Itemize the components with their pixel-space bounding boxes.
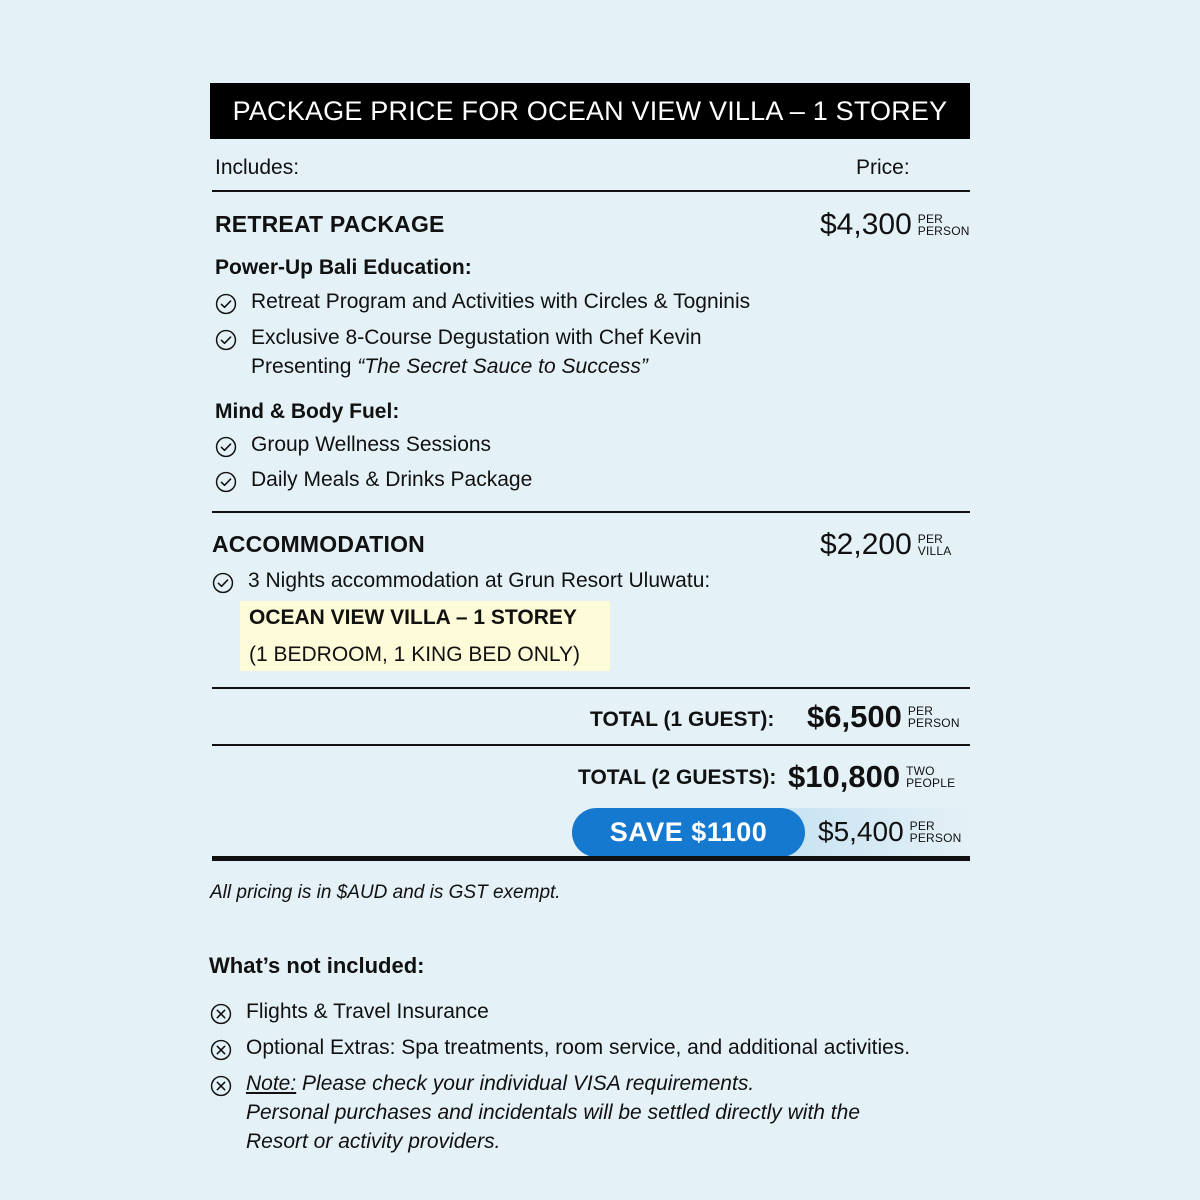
total-2-guests-price (788, 759, 955, 795)
total-2-guests-unit (906, 765, 955, 789)
unit-line: PER (909, 819, 935, 833)
unit-line: PEOPLE (906, 776, 956, 790)
item-line: Presenting (251, 355, 358, 378)
x-circle-icon (210, 1003, 232, 1025)
list-item (215, 291, 750, 316)
x-circle-icon (210, 1039, 232, 1061)
list-item (215, 434, 491, 459)
accommodation-heading: ACCOMMODATION (212, 531, 425, 557)
total-2-guests-value: $10,800 (788, 759, 901, 794)
villa-beds: (1 BEDROOM, 1 KING BED ONLY) (249, 643, 581, 666)
page-title: PACKAGE PRICE FOR OCEAN VIEW VILLA – 1 STOREY (210, 83, 970, 139)
price-header: Price: (856, 156, 910, 179)
list-item (210, 1037, 910, 1062)
unit-line: PER (917, 532, 944, 546)
unit-line: VILLA (917, 544, 952, 558)
check-circle-icon (215, 471, 237, 493)
item-line: Exclusive 8-Course Degustation with Chef Kevin (251, 326, 702, 349)
education-heading: Power-Up Bali Education: (215, 256, 472, 279)
check-circle-icon (215, 436, 237, 458)
x-circle-icon (210, 1075, 232, 1097)
total-1-guest-label: TOTAL (1 GUEST): (590, 708, 775, 731)
divider (212, 190, 970, 192)
list-item (212, 570, 710, 595)
divider (212, 511, 970, 513)
list-item-text: 3 Nights accommodation at Grun Resort Uluwatu: (248, 569, 711, 592)
not-included-heading: What’s not included: (209, 953, 425, 978)
save-price (818, 816, 962, 848)
unit-line: PER (907, 704, 934, 718)
retreat-heading: RETREAT PACKAGE (215, 211, 445, 237)
unit-line: PER (917, 212, 944, 226)
list-item-text: Optional Extras: Spa treatments, room service, and additional activities. (246, 1036, 911, 1059)
retreat-price-unit (918, 213, 970, 237)
save-badge: SAVE $1100 (572, 808, 805, 857)
save-price-unit (910, 820, 962, 844)
total-1-guest-price (807, 699, 960, 735)
list-item-text: Flights & Travel Insurance (246, 1000, 489, 1023)
total-1-guest-unit (908, 705, 960, 729)
visa-note (246, 1069, 860, 1156)
pricing-note: All pricing is in $AUD and is GST exempt. (210, 882, 561, 903)
list-item-text: Retreat Program and Activities with Circles & Togninis (251, 290, 751, 313)
retreat-price-value: $4,300 (820, 208, 912, 241)
total-2-guests-label: TOTAL (2 GUESTS): (578, 766, 777, 789)
note-line: Personal purchases and incidentals will be settled directly with the (246, 1101, 860, 1124)
divider (212, 687, 970, 689)
list-item (215, 469, 532, 494)
divider (212, 856, 970, 861)
list-item-text (251, 323, 702, 381)
divider (212, 744, 970, 746)
list-item (210, 1073, 860, 1156)
retreat-price (820, 208, 970, 242)
note-label: Note: (246, 1072, 297, 1095)
list-item (215, 327, 702, 381)
accommodation-price (820, 528, 951, 562)
list-item-text: Group Wellness Sessions (251, 433, 492, 456)
check-circle-icon (215, 293, 237, 315)
includes-header: Includes: (215, 156, 300, 179)
list-item (210, 1001, 489, 1026)
check-circle-icon (212, 572, 234, 594)
fuel-heading: Mind & Body Fuel: (215, 400, 400, 423)
list-item-text: Daily Meals & Drinks Package (251, 468, 533, 491)
note-line: Please check your individual VISA requirements. (296, 1072, 755, 1095)
save-price-value: $5,400 (818, 816, 904, 847)
unit-line: PERSON (917, 224, 970, 238)
villa-name: OCEAN VIEW VILLA – 1 STOREY (249, 606, 577, 629)
accommodation-price-unit (918, 533, 952, 557)
note-line: Resort or activity providers. (246, 1130, 501, 1153)
accommodation-price-value: $2,200 (820, 528, 912, 561)
check-circle-icon (215, 329, 237, 351)
unit-line: PERSON (909, 831, 962, 845)
unit-line: TWO (906, 764, 935, 778)
secret-sauce-title: “The Secret Sauce to Success” (357, 355, 648, 378)
total-1-guest-value: $6,500 (807, 699, 902, 734)
unit-line: PERSON (907, 716, 960, 730)
